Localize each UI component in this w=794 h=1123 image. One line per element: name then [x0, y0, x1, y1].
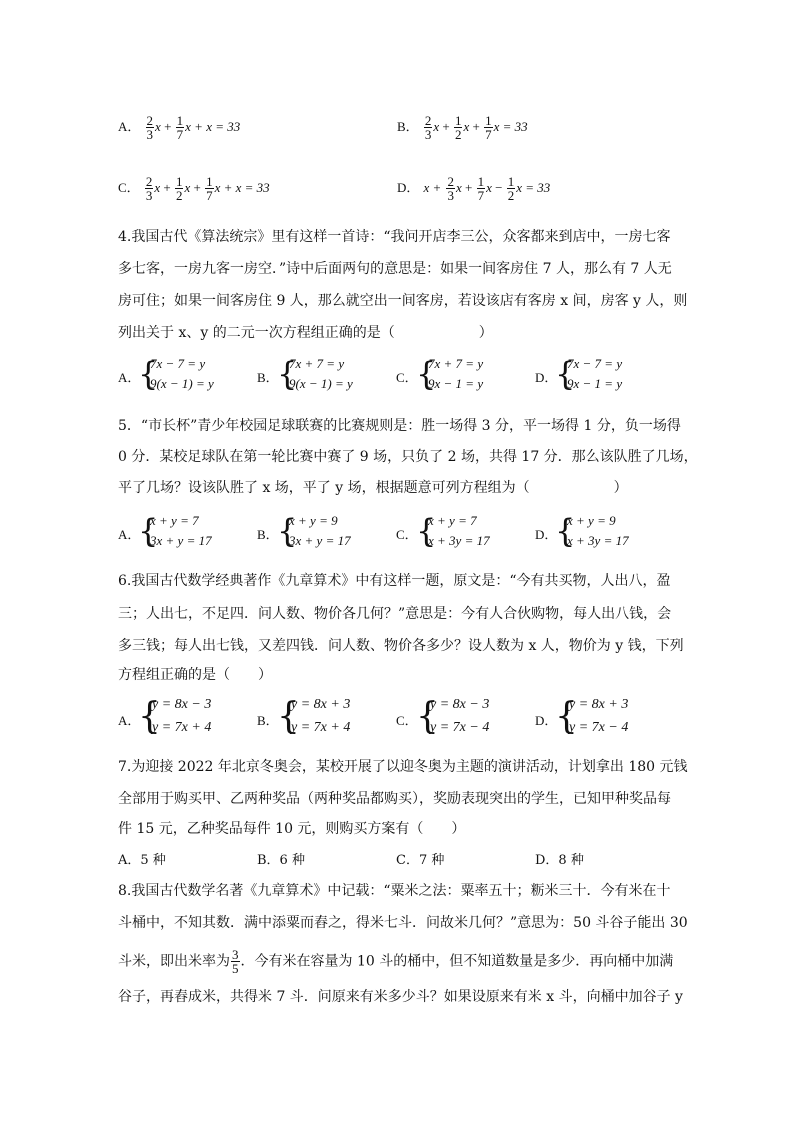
- fraction: $\frac{2}{3}$: [146, 113, 154, 142]
- brace-icon: {: [416, 512, 437, 550]
- brace-icon: {: [555, 512, 576, 550]
- brace-icon: {: [555, 355, 576, 393]
- fraction: $\frac{1}{2}$: [507, 174, 515, 203]
- q6-option-b: B． { y = 8x + 3 y = 7x + 4: [257, 696, 351, 737]
- brace-icon: {: [416, 696, 439, 737]
- q6-option-c: C． { y = 8x − 3 y = 7x − 4: [396, 696, 490, 737]
- fraction: $\frac{1}{7}$: [206, 174, 213, 203]
- q7-line-1: 7.为迎接 2022 年北京冬奥会，某校开展了以迎冬奥为主题的演讲活动，计划拿出 180 元钱: [118, 759, 688, 775]
- q4-option-d: D． { 7x − 7 = y 9x − 1 = y: [535, 355, 623, 393]
- q5-option-a: A． { x + y = 7 3x + y = 17: [118, 512, 212, 550]
- q5-option-d: D． { x + y = 9 x + 3y = 17: [535, 512, 629, 550]
- fraction: $\frac{3}{5}$: [232, 947, 239, 976]
- brace-icon: {: [138, 696, 161, 737]
- q6-line-1: 6.我国古代数学经典著作《九章算术》中有这样一题，原文是：“今有共买物，人出八，盈: [118, 573, 671, 589]
- q6-line-4: 方程组正确的是（ ）: [118, 667, 272, 683]
- brace-icon: {: [277, 512, 298, 550]
- fraction: $\frac{2}{3}$: [447, 174, 454, 203]
- q4-option-a: A． { 7x − 7 = y 9(x − 1) = y: [118, 355, 214, 393]
- q5-line-1: 5．“市长杯”青少年校园足球联赛的比赛规则是：胜一场得 3 分，平一场得 1 分，负一场得: [118, 418, 681, 434]
- q5-option-b: B． { x + y = 9 3x + y = 17: [257, 512, 351, 550]
- q8-line-3: 斗米，即出米率为 $\frac{3}{5}$ ．今有米在容量为 10 斗的桶中，但不知道数量是多少．再向桶中加满: [118, 947, 674, 976]
- q3-option-d: D． x + $\frac{2}{3}$ x + $\frac{1}{7}$ x − $\frac{1}{2}$ x = 33: [397, 174, 551, 203]
- q6-option-d: D． { y = 8x + 3 y = 7x − 4: [535, 696, 629, 737]
- q4-line-3: 房可住；如果一间客房住 9 人，那么就空出一间客房，若设该店有客房 x 间，房客 y 人，则: [118, 293, 688, 309]
- q3-option-b: B． $\frac{2}{3}$ x + $\frac{1}{2}$ x + $\frac{1}{7}$ x = 33: [397, 113, 528, 142]
- q5-line-2: 0 分．某校足球队在第一轮比赛中赛了 9 场，只负了 2 场，共得 17 分．那么该队胜了几场，: [118, 449, 698, 465]
- q3-option-c: C． $\frac{2}{3}$ x + $\frac{1}{2}$ x + $\frac{1}{7}$ x + x = 33: [118, 174, 270, 203]
- q5-option-c: C． { x + y = 7 x + 3y = 17: [396, 512, 490, 550]
- brace-icon: {: [277, 355, 298, 393]
- fraction: $\frac{2}{3}$: [424, 113, 432, 142]
- brace-icon: {: [138, 512, 159, 550]
- q8-line-1: 8.我国古代数学名著《九章算术》中记载：“粟米之法：粟率五十；粝米三十．今有米在十: [118, 883, 671, 899]
- q5-line-3: 平了几场？设该队胜了 x 场，平了 y 场，根据题意可列方程组为（ ）: [118, 480, 628, 496]
- q8-line-2: 斗桶中，不知其数．满中添粟而舂之，得米七斗．问故米几何？”意思为：50 斗谷子能出 30: [118, 915, 688, 931]
- q7-line-3: 件 15 元，乙种奖品每件 10 元，则购买方案有（ ）: [118, 821, 466, 837]
- fraction: $\frac{2}{3}$: [145, 174, 153, 203]
- fraction: $\frac{1}{7}$: [485, 113, 492, 142]
- fraction: $\frac{1}{2}$: [175, 174, 183, 203]
- q4-line-4: 列出关于 x、y 的二元一次方程组正确的是（ ）: [118, 325, 493, 341]
- q7-option-c: C．7 种: [396, 853, 445, 868]
- q8-line-4: 谷子，再舂成米，共得米 7 斗．问原来有米多少斗？如果设原来有米 x 斗，向桶中加谷子 y: [118, 989, 683, 1005]
- fraction: $\frac{1}{7}$: [477, 174, 485, 203]
- brace-icon: {: [138, 355, 159, 393]
- q7-option-b: B．6 种: [257, 853, 305, 868]
- brace-icon: {: [555, 696, 578, 737]
- q7-option-a: A．5 种: [118, 853, 166, 868]
- q7-option-d: D．8 种: [535, 853, 584, 868]
- brace-icon: {: [277, 696, 300, 737]
- q6-line-2: 三；人出七，不足四．问人数、物价各几何？”意思是：今有人合伙购物，每人出八钱，会: [118, 606, 672, 622]
- q7-line-2: 全部用于购买甲、乙两种奖品（两种奖品都购买），奖励表现突出的学生，已知甲种奖品每: [118, 791, 671, 807]
- q4-option-c: C． { 7x + 7 = y 9x − 1 = y: [396, 355, 484, 393]
- q6-line-3: 多三钱；每人出七钱，又差四钱．问人数、物价各多少？设人数为 x 人，物价为 y 钱，下列: [118, 638, 684, 654]
- fraction: $\frac{1}{7}$: [176, 113, 184, 142]
- q3-option-a: A． $\frac{2}{3}$ x + $\frac{1}{7}$ x + x = 33: [118, 113, 241, 142]
- q4-option-b: B． { 7x + 7 = y 9(x − 1) = y: [257, 355, 353, 393]
- q4-line-1: 4.我国古代《算法统宗》里有这样一首诗：“我问开店李三公，众客都来到店中，一房七客: [118, 229, 671, 245]
- brace-icon: {: [416, 355, 437, 393]
- q4-line-2: 多七客，一房九客一房空．”诗中后面两句的意思是：如果一间客房住 7 人，那么有 7 人无: [118, 261, 672, 277]
- fraction: $\frac{1}{2}$: [454, 113, 462, 142]
- q6-option-a: A． { y = 8x − 3 y = 7x + 4: [118, 696, 212, 737]
